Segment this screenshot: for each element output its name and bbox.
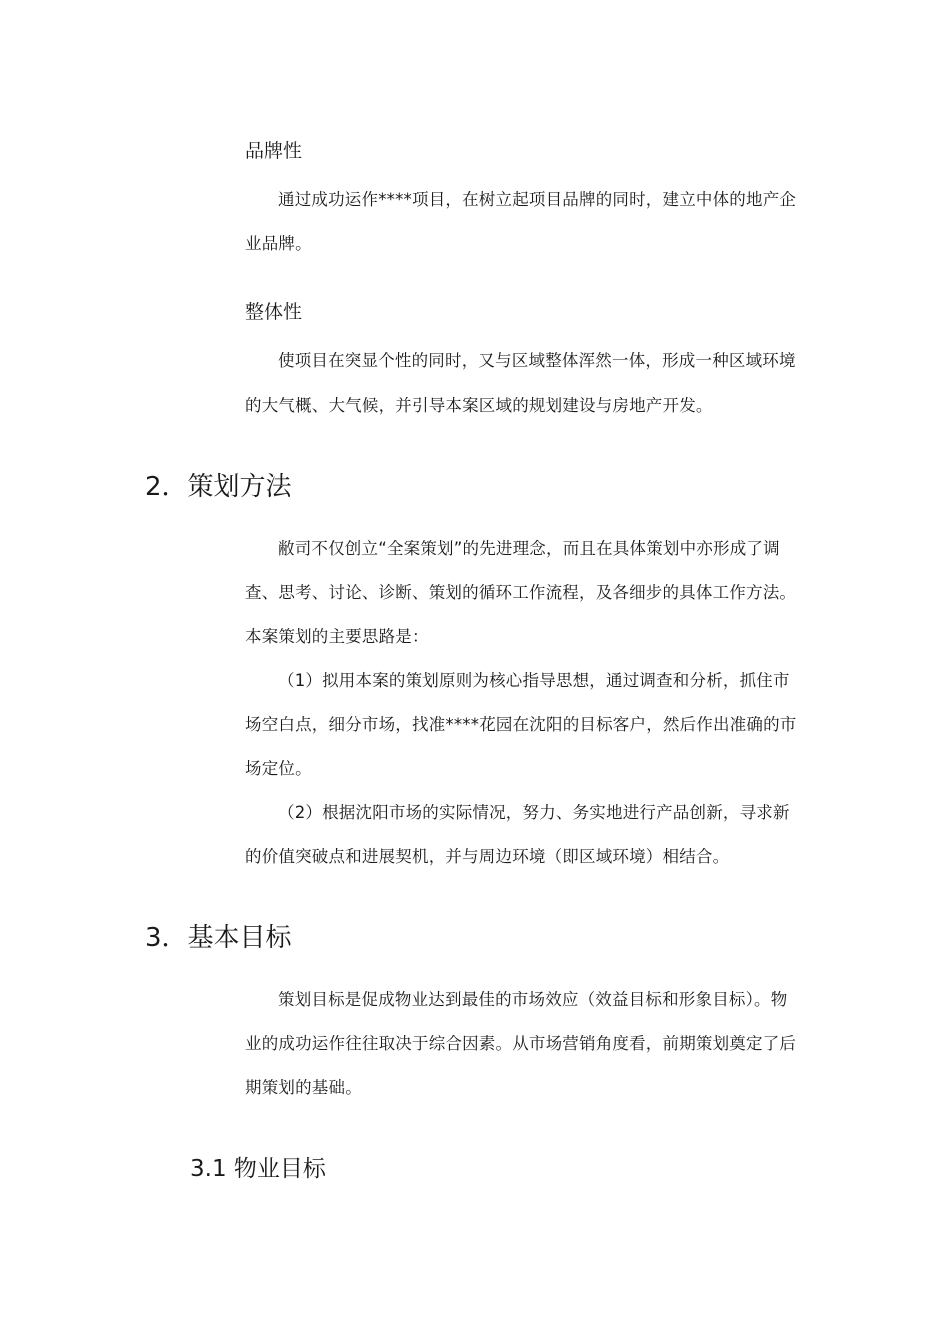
paragraph-line: 期策划的基础。 xyxy=(245,1078,362,1097)
paragraph-line: 业的成功运作往往取决于综合因素。从市场营销角度看，前期策划奠定了后 xyxy=(245,1034,797,1053)
paragraph-line: 本案策划的主要思路是： xyxy=(245,627,429,646)
paragraph-line: 场空白点，细分市场，找准****花园在沈阳的目标客户，然后作出准确的市 xyxy=(245,715,797,734)
paragraph-line: 敝司不仅创立“全案策划”的先进理念，而且在具体策划中亦形成了调 xyxy=(278,539,780,558)
subheading-brand: 品牌性 xyxy=(245,140,303,162)
paragraph-line: 策划目标是促成物业达到最佳的市场效应（效益目标和形象目标）。物 xyxy=(278,990,788,1009)
paragraph-line: （2）根据沈阳市场的实际情况，努力、务实地进行产品创新，寻求新 xyxy=(278,803,790,822)
paragraph-line: 的价值突破点和进展契机，并与周边环境（即区域环境）相结合。 xyxy=(245,847,730,866)
paragraph-line: （1）拟用本案的策划原则为核心指导思想，通过调查和分析，抓住市 xyxy=(278,671,790,690)
section-heading-method: 2．策划方法 xyxy=(145,472,292,502)
paragraph-line: 使项目在突显个性的同时，又与区域整体浑然一体，形成一种区域环境 xyxy=(278,351,796,370)
subheading-integrity: 整体性 xyxy=(245,301,303,323)
section-heading-goal: 3．基本目标 xyxy=(145,923,292,953)
paragraph-line: 通过成功运作****项目，在树立起项目品牌的同时，建立中体的地产企 xyxy=(278,190,797,209)
paragraph-line: 的大气概、大气候，并引导本案区域的规划建设与房地产开发。 xyxy=(245,396,713,415)
paragraph-line: 业品牌。 xyxy=(245,234,312,253)
paragraph-line: 场定位。 xyxy=(245,759,312,778)
subsection-heading-property-goal: 3.1 物业目标 xyxy=(190,1156,326,1182)
paragraph-line: 查、思考、讨论、诊断、策划的循环工作流程，及各细步的具体工作方法。 xyxy=(245,583,797,602)
